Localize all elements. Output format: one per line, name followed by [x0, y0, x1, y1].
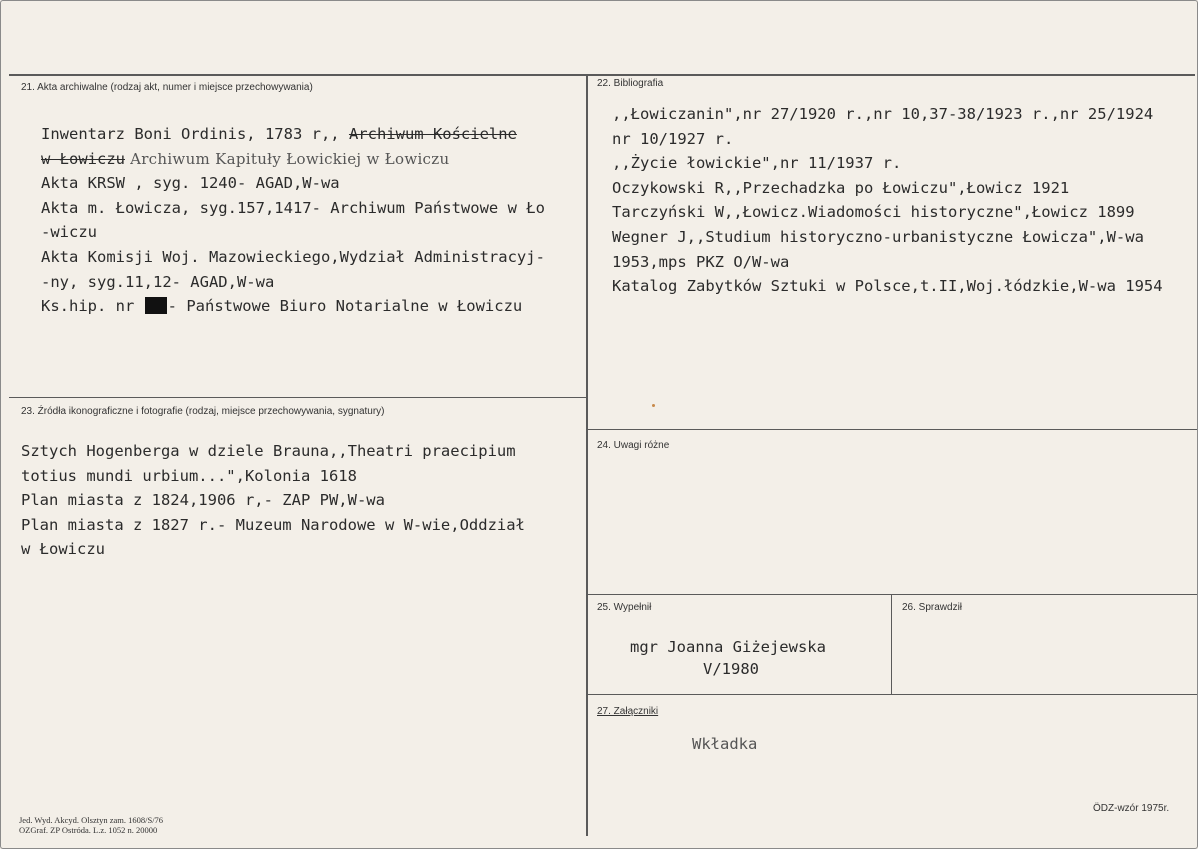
form-template-mark: ÖDZ-wzór 1975r.: [1093, 803, 1170, 814]
bibliography-line: Wegner J,,Studium historyczno-urbanistyczne Łowicza",W-wa: [612, 227, 1144, 246]
archive-line-4: Akta m. Łowicza, syg.157,1417- Archiwum Państwowe w Ło: [41, 198, 545, 217]
archive-line-1: Inwentarz Boni Ordinis, 1783 r,,: [41, 125, 349, 143]
archive-line-7: -ny, syg.11,12- AGAD,W-wa: [41, 272, 275, 291]
top-border-line: [9, 74, 1195, 76]
divider-24-25: [587, 594, 1197, 595]
iconography-line: Plan miasta z 1827 r.- Muzeum Narodowe w W-wie,Oddział: [21, 515, 525, 534]
iconography-line: w Łowiczu: [21, 540, 105, 559]
divider-22-24: [587, 429, 1197, 430]
bibliography-line: Katalog Zabytków Sztuki w Polsce,t.II,Woj.łódzkie,W-wa 1954: [612, 277, 1163, 296]
section-21-content: [41, 122, 545, 319]
struck-archive-name: Archiwum Kościelne: [348, 125, 517, 143]
handwritten-correction: Archiwum Kapituły Łowickiej w Łowiczu: [125, 149, 450, 168]
bibliography-line: ,,Łowiczanin",nr 27/1920 r.,nr 10,37-38/1923 r.,nr 25/1924: [612, 105, 1154, 123]
bibliography-line: Tarczyński W,,Łowicz.Wiadomości historyczne",Łowicz 1899: [612, 203, 1135, 222]
section-24-label: 24. Uwagi różne: [597, 440, 670, 451]
bibliography-line: Oczykowski R,,Przechadzka po Łowiczu",Łowicz 1921: [612, 178, 1070, 197]
printer-imprint: [19, 815, 163, 835]
section-26-label: 26. Sprawdził: [902, 602, 963, 613]
section-23-content: [21, 439, 525, 562]
archive-line-6: Akta Komisji Woj. Mazowieckiego,Wydział Administracyj-: [41, 247, 545, 266]
redaction-block: [145, 297, 167, 314]
filled-by-name: mgr Joanna Giżejewska: [630, 638, 826, 656]
iconography-line: Plan miasta z 1824,1906 r,- ZAP PW,W-wa: [21, 491, 385, 510]
divider-21-23: [9, 397, 587, 398]
filled-by-date: V/1980: [703, 660, 759, 678]
bibliography-line: 1953,mps PKZ O/W-wa: [612, 252, 790, 271]
struck-archive-place: w Łowiczu: [41, 149, 125, 168]
archive-line-8a: Ks.hip. nr: [41, 297, 144, 316]
iconography-line: Sztych Hogenberga w dziele Brauna,,Theatri praecipium: [21, 442, 516, 460]
divider-25-27: [587, 694, 1197, 695]
printer-imprint-line-1: Jed. Wyd. Akcyd. Olsztyn zam. 1608/S/76: [19, 815, 164, 825]
section-22-label: 22. Bibliografia: [597, 78, 664, 89]
section-23-label: 23. Źródła ikonograficzne i fotografie (rodzaj, miejsce przechowywania, sygnatury): [21, 406, 385, 417]
bibliography-line: ,,Życie łowickie",nr 11/1937 r.: [612, 154, 902, 173]
archive-line-8b: - Państwowe Biuro Notarialne w Łowiczu: [167, 297, 523, 316]
archive-line-3: Akta KRSW , syg. 1240- AGAD,W-wa: [41, 174, 340, 193]
ink-speck: [652, 404, 655, 407]
attachment-value: Wkładka: [692, 735, 758, 753]
section-27-label: 27. Załączniki: [597, 706, 659, 717]
center-divider: [586, 74, 588, 836]
printer-imprint-line-2: OZGraf. ZP Ostróda. L.z. 1052 n. 20000: [19, 825, 158, 835]
section-22-content: [612, 102, 1197, 299]
archive-line-5: -wiczu: [41, 223, 97, 242]
divider-25-26: [891, 594, 892, 694]
iconography-line: totius mundi urbium...",Kolonia 1618: [21, 466, 357, 485]
section-21-label: 21. Akta archiwalne (rodzaj akt, numer i miejsce przechowywania): [21, 82, 313, 93]
bibliography-line: nr 10/1927 r.: [612, 129, 734, 148]
section-25-label: 25. Wypełnił: [597, 602, 652, 613]
